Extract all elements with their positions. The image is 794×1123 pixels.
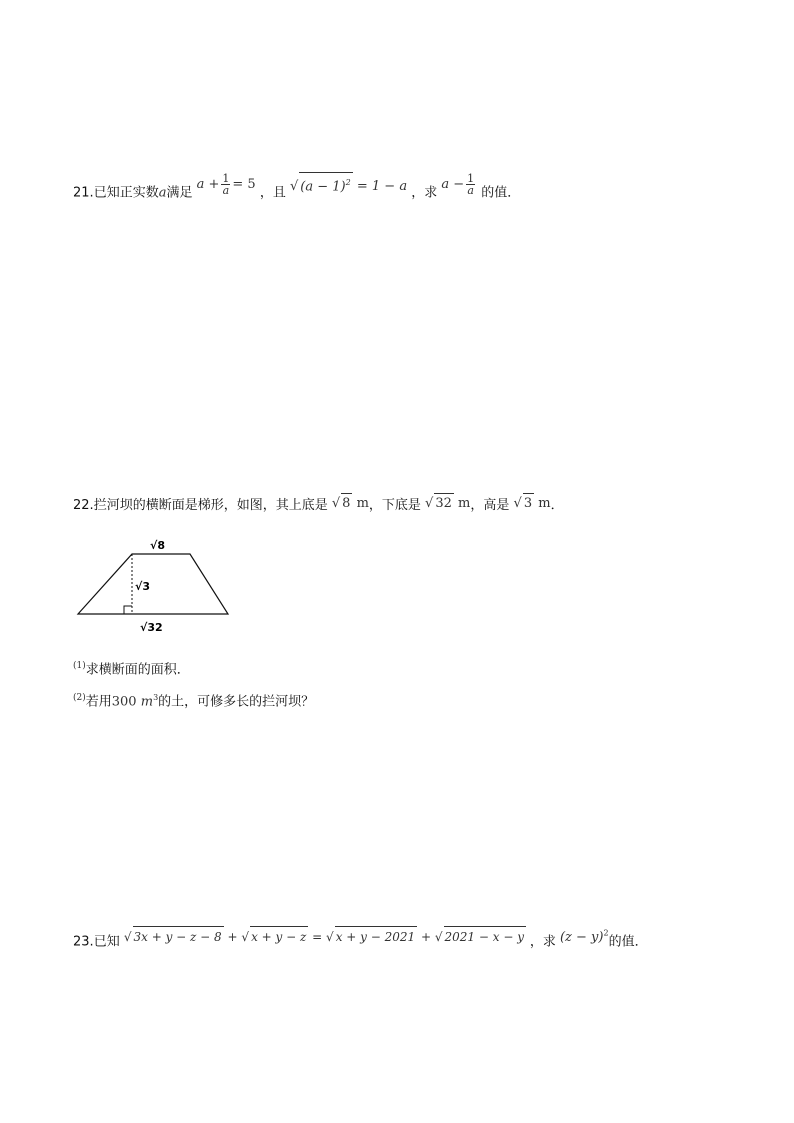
part-2-text-2: 的土，可修多长的拦河坝？ (158, 694, 315, 710)
part-2-text-1: 若用 (85, 694, 112, 710)
question-21-number: 21. (73, 185, 94, 201)
right-angle-mark (124, 606, 132, 614)
question-22-part-1 (73, 656, 190, 680)
part-2-unit: m (140, 694, 154, 710)
variable-a: a (158, 185, 167, 201)
question-21-text-3: ，且 (259, 185, 286, 201)
part-2-label: (2) (73, 693, 86, 703)
question-21-text-4: ，求 (411, 185, 438, 201)
trapezoid-shape (78, 554, 228, 614)
figure-top-label: √8 (150, 539, 165, 552)
question-22-number: 22. (73, 498, 94, 513)
question-22-text-2: ，下底是 (368, 498, 421, 513)
part-2-unit-exp: 3 (153, 693, 159, 702)
formula-z-minus-y-squared: $(z - y)^2$ (559, 929, 609, 946)
top-base-value: √ 8 m (332, 496, 369, 511)
part-2-volume: 300 (111, 694, 137, 710)
question-21-text-5: 的值． (481, 185, 521, 201)
question-23-text-1: 已知 (93, 934, 120, 950)
question-21-text-2: 满足 (166, 185, 193, 201)
formula-a-plus-reciprocal: a + $\frac{1}{a}$ = 5 (196, 172, 256, 198)
question-23-number: 23. (73, 934, 94, 950)
height-value: √ 3 m (514, 496, 551, 511)
formula-sqrt-square: √ $(a - 1)^2 = 1 - a$ (290, 179, 411, 194)
question-21 (73, 172, 521, 204)
bottom-base-value: √ 32 m (425, 496, 470, 511)
part-1-label: (1) (73, 661, 86, 671)
figure-bottom-label: √32 (140, 621, 163, 634)
question-22 (73, 495, 564, 516)
question-23 (73, 928, 648, 952)
question-23-text-3: 的值． (608, 934, 648, 950)
figure-height-label: √3 (135, 580, 150, 593)
question-22-text-4: ． (550, 498, 564, 513)
question-21-text-1: 已知正实数 (93, 185, 159, 201)
part-1-text: 求横断面的面积． (85, 662, 190, 678)
formula-23: √ 3x + y − z − 8 + √ x + y − z = √ x + y − 2021 + √ 2021 − x − y (124, 930, 530, 944)
question-23-text-2: ，求 (529, 934, 556, 950)
question-22-text-3: ，高是 (470, 498, 510, 513)
question-22-text-1: 拦河坝的横断面是梯形，如图，其上底是 (93, 498, 328, 513)
trapezoid-figure (70, 534, 240, 636)
formula-a-minus-reciprocal: a − $\frac{1}{a}$ (441, 172, 475, 198)
question-22-part-2 (73, 688, 314, 712)
